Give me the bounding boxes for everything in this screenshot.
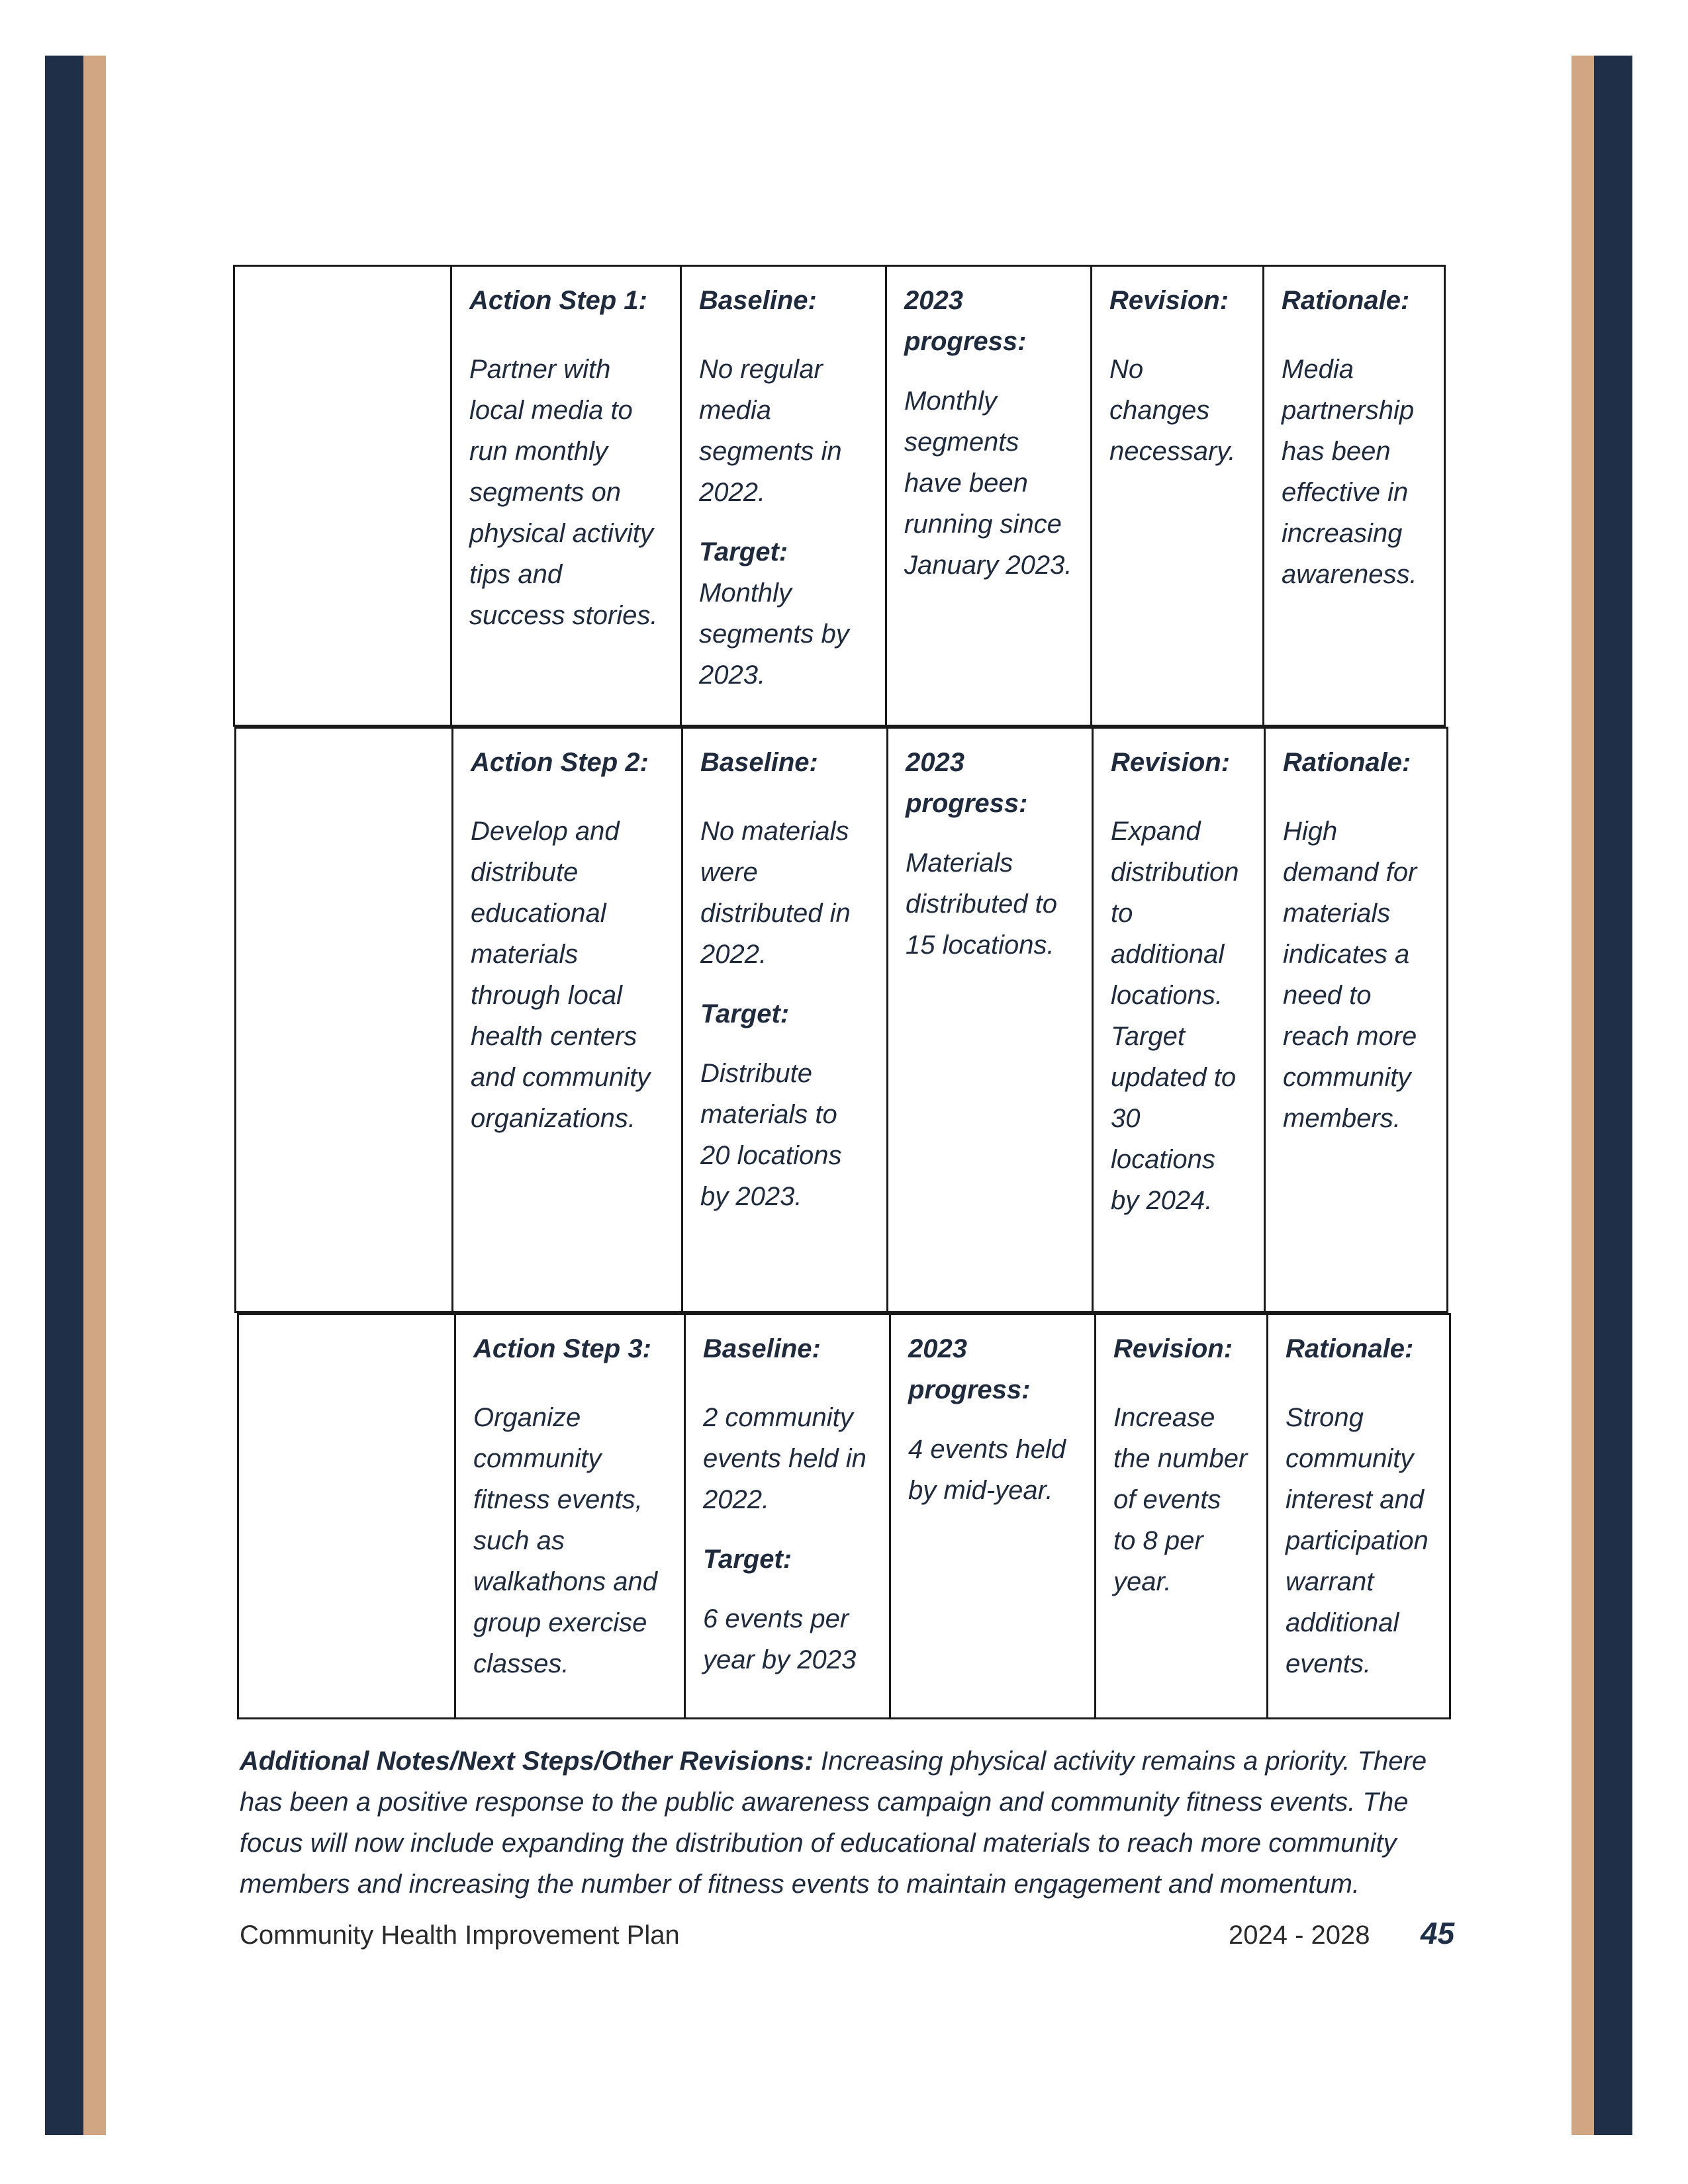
target-text: 6 events per year by 2023 (703, 1604, 857, 1674)
action-step-heading: Action Step 1: (469, 286, 647, 315)
target-heading: Target: (700, 999, 790, 1028)
action-step-heading: Action Step 3: (473, 1334, 651, 1363)
additional-notes-text: Increasing physical activity remains a priority. There has been a positive response to the public awareness campaign and community fitness events. The focus will now include expanding the distribution of educational materials to reach more community members and increasing the number of fitness events to maintain engagement and momentum. (240, 1747, 1427, 1899)
target-text: Monthly segments by 2023. (699, 578, 849, 690)
action-step-text: Organize community fitness events, such as walkathons and group exercise classes. (473, 1403, 657, 1678)
right-border-stripe-navy (1594, 56, 1632, 2135)
progress-text: 4 events held by mid-year. (908, 1435, 1066, 1505)
rationale-heading: Rationale: (1286, 1334, 1414, 1363)
footer-years: 2024 - 2028 (1229, 1921, 1370, 1950)
additional-notes-label: Additional Notes/Next Steps/Other Revisions: (240, 1747, 814, 1776)
progress-cell (886, 729, 1092, 1311)
rationale-text: Media partnership has been effective in increasing awareness. (1282, 355, 1417, 589)
action-step-row-2 (234, 727, 1448, 1313)
revision-heading: Revision: (1111, 748, 1231, 777)
target-heading: Target: (699, 537, 788, 567)
baseline-text: No regular media segments in 2022. (699, 355, 842, 507)
baseline-heading: Baseline: (700, 748, 818, 777)
right-border-stripe-tan (1571, 56, 1594, 2135)
additional-notes (240, 1741, 1464, 1905)
baseline-heading: Baseline: (699, 286, 817, 315)
rationale-cell (1262, 267, 1444, 725)
rationale-cell (1264, 729, 1446, 1311)
revision-cell (1094, 1315, 1266, 1717)
revision-text: Increase the number of events to 8 per year. (1113, 1403, 1248, 1596)
action-step-text: Develop and distribute educational materials through local health centers and community organizations. (471, 817, 651, 1133)
action-step-cell (451, 729, 681, 1311)
page-number: 45 (1421, 1916, 1455, 1950)
action-step-text: Partner with local media to run monthly segments on physical activity tips and success stories. (469, 355, 658, 630)
baseline-cell (680, 267, 885, 725)
rationale-text: High demand for materials indicates a need to reach more community members. (1283, 817, 1417, 1133)
progress-cell (885, 267, 1090, 725)
revision-text: Expand distribution to additional locations. Target updated to 30 locations by 2024. (1111, 817, 1239, 1215)
blank-label-cell (235, 267, 450, 725)
progress-heading: 2023 progress: (904, 286, 1027, 356)
revision-cell (1090, 267, 1262, 725)
progress-heading: 2023 progress: (906, 748, 1028, 818)
action-step-cell (454, 1315, 684, 1717)
revision-heading: Revision: (1109, 286, 1229, 315)
progress-text: Materials distributed to 15 locations. (906, 848, 1058, 960)
baseline-heading: Baseline: (703, 1334, 821, 1363)
action-step-cell (450, 267, 680, 725)
left-border-stripe-navy (45, 56, 83, 2135)
progress-text: Monthly segments have been running since January 2023. (904, 387, 1072, 580)
revision-text: No changes necessary. (1109, 355, 1236, 466)
progress-heading: 2023 progress: (908, 1334, 1031, 1404)
blank-label-cell (236, 729, 451, 1311)
action-step-row-3 (237, 1313, 1451, 1719)
action-step-heading: Action Step 2: (471, 748, 649, 777)
baseline-cell (681, 729, 886, 1311)
action-step-row-1 (233, 265, 1446, 727)
rationale-text: Strong community interest and participation warrant additional events. (1286, 1403, 1429, 1678)
baseline-text: No materials were distributed in 2022. (700, 817, 851, 969)
baseline-text: 2 community events held in 2022. (703, 1403, 867, 1514)
rationale-cell (1266, 1315, 1449, 1717)
progress-cell (889, 1315, 1094, 1717)
left-border-stripe-tan (83, 56, 106, 2135)
footer-title: Community Health Improvement Plan (240, 1921, 680, 1950)
baseline-cell (684, 1315, 889, 1717)
revision-heading: Revision: (1113, 1334, 1233, 1363)
rationale-heading: Rationale: (1282, 286, 1410, 315)
blank-label-cell (239, 1315, 454, 1717)
rationale-heading: Rationale: (1283, 748, 1411, 777)
target-heading: Target: (703, 1545, 792, 1574)
revision-cell (1092, 729, 1264, 1311)
target-text: Distribute materials to 20 locations by 2023. (700, 1059, 842, 1211)
